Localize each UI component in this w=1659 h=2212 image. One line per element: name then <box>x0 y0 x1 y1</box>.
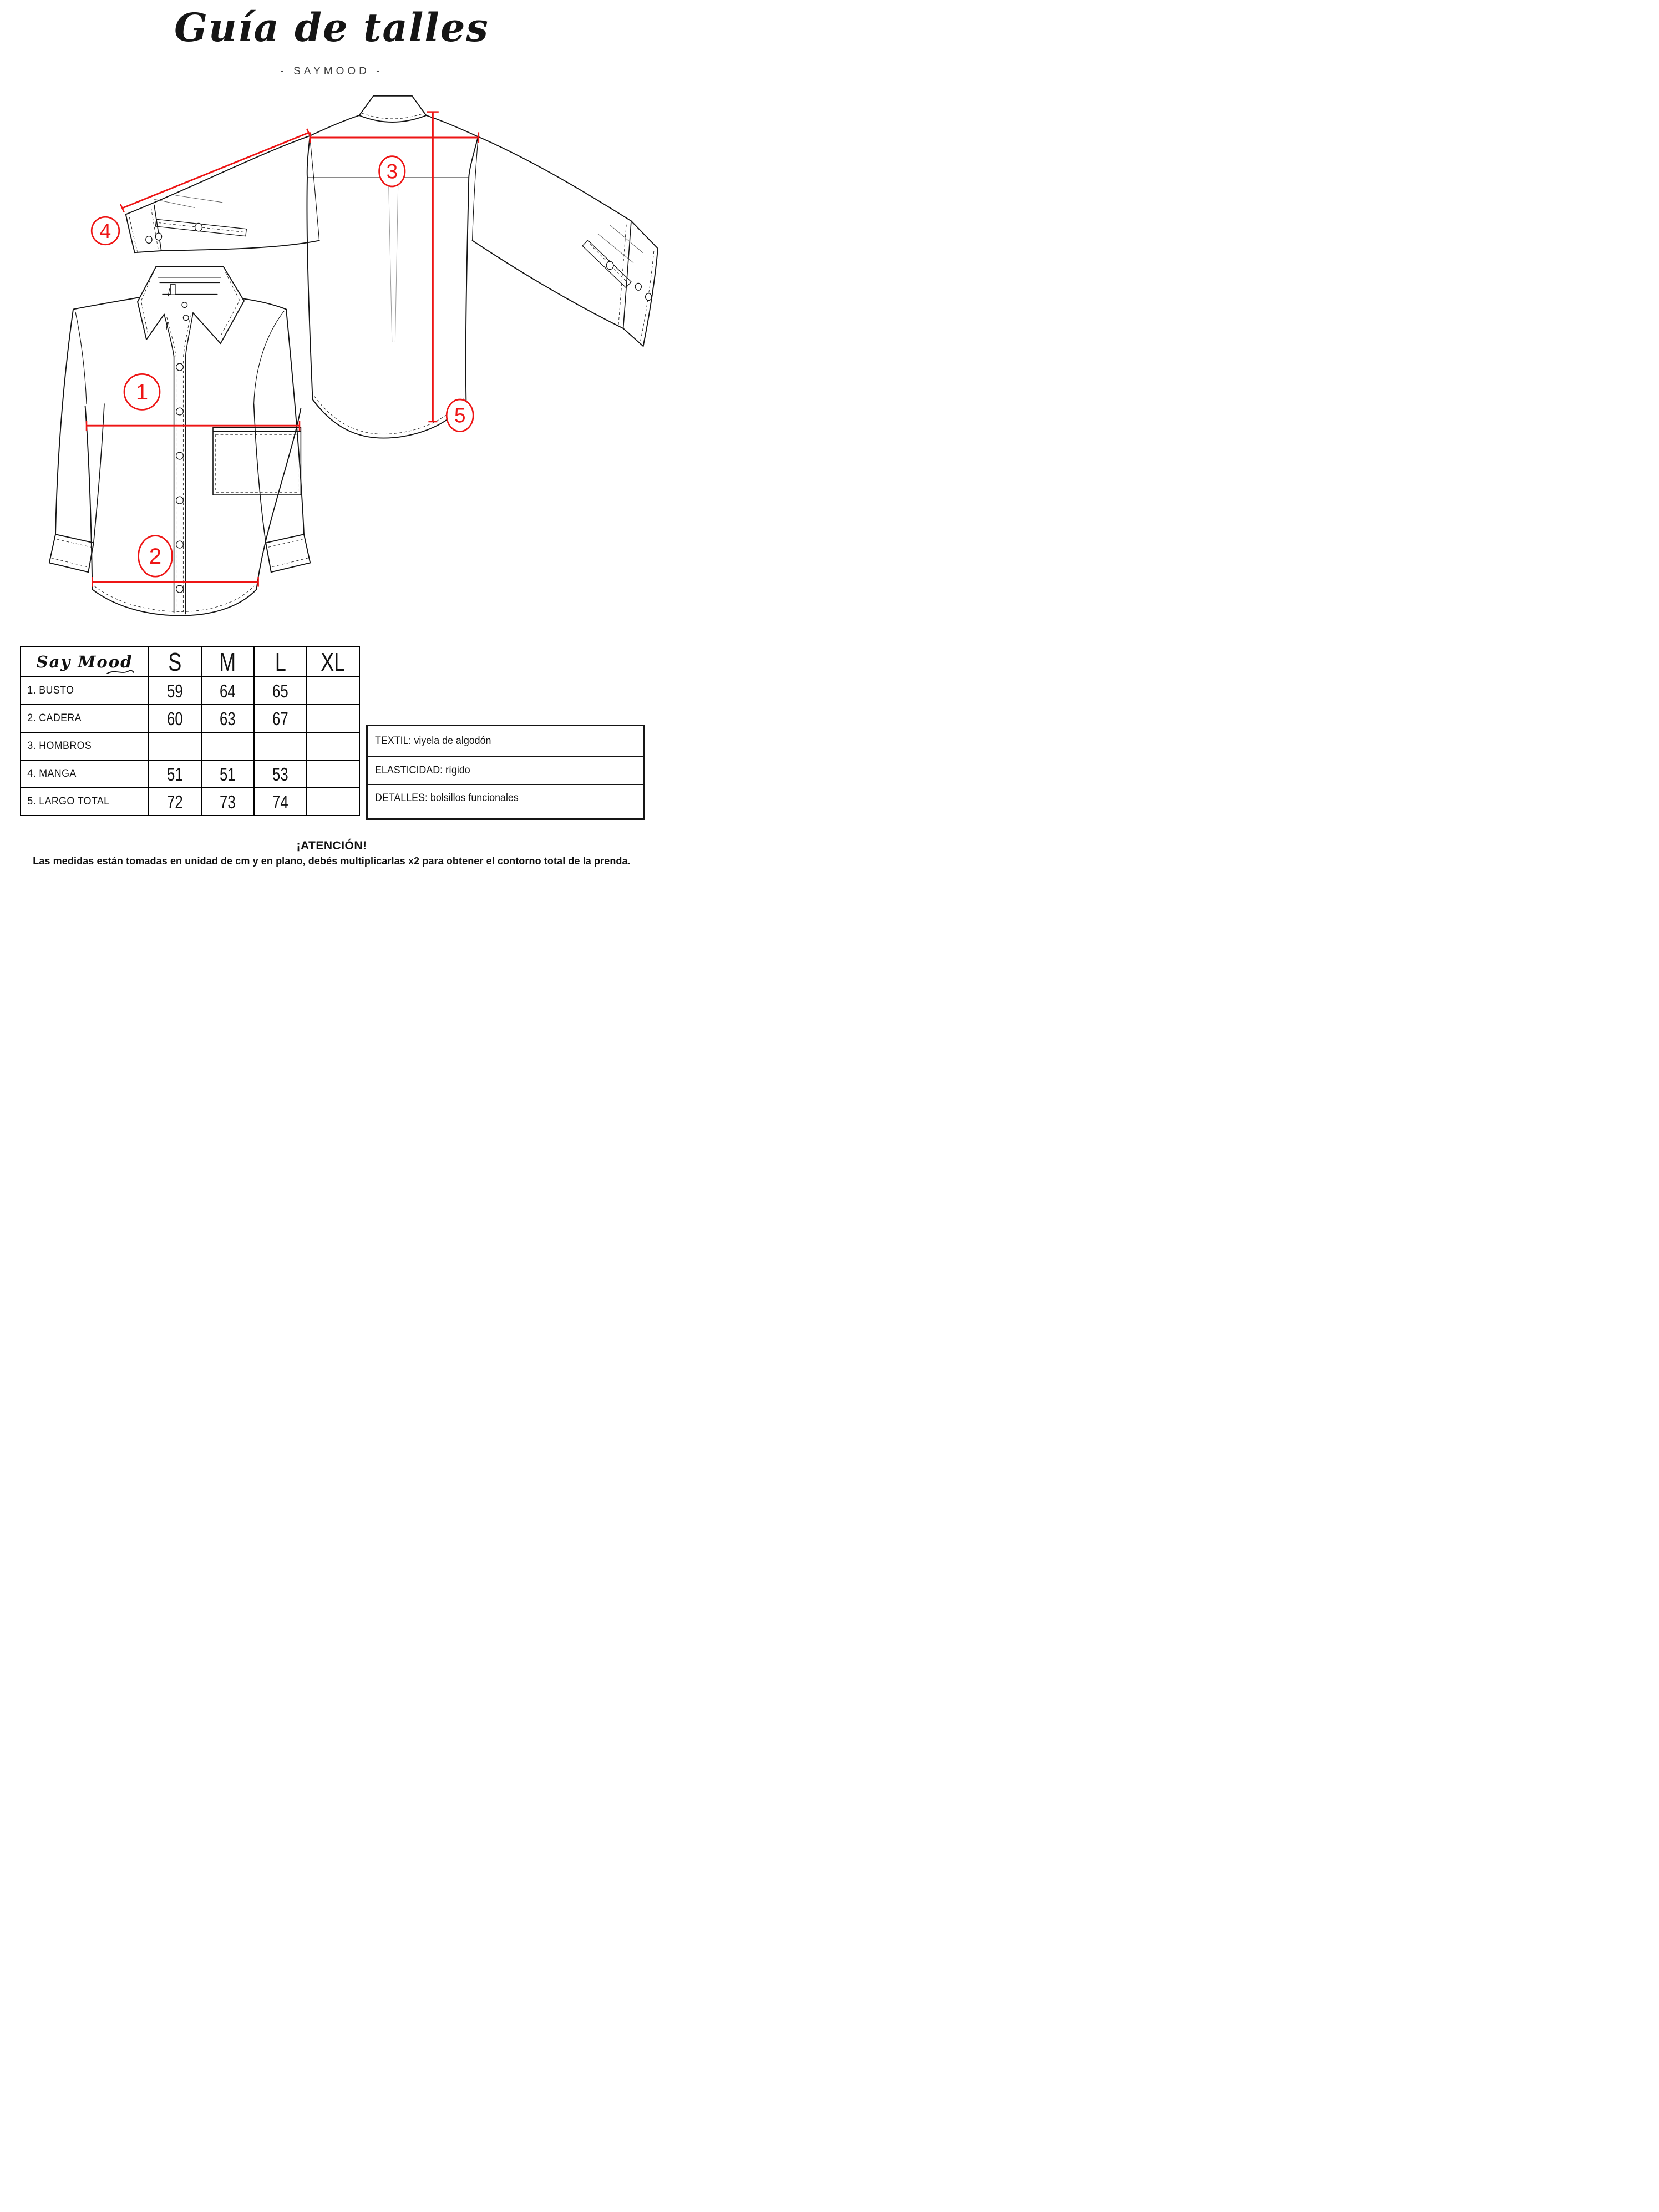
measure-line-5 <box>427 112 439 422</box>
cell-value: 64 <box>201 677 254 705</box>
row-label: 2. CADERA <box>21 705 149 732</box>
measure-label-3: 3 <box>386 160 398 183</box>
measure-label-2: 2 <box>149 544 162 569</box>
cell-value: 72 <box>149 788 201 816</box>
front-view-drawing <box>13 255 346 619</box>
size-col-l: L <box>254 647 307 677</box>
measure-line-2 <box>92 577 258 587</box>
size-table <box>20 646 360 816</box>
front-left-sleeve <box>49 310 104 573</box>
table-row-cadera <box>21 705 359 732</box>
attention-text: Las medidas están tomadas en unidad de cm y en plano, debés multiplicarlas x2 para obtener el contorno total de la prenda. <box>33 856 631 867</box>
cell-value <box>149 732 201 760</box>
back-right-sleeve <box>473 136 658 346</box>
detail-row-detalles: DETALLES: bolsillos funcionales <box>368 784 643 818</box>
measure-label-1: 1 <box>135 380 149 404</box>
detail-row-textil: TEXTIL: viyela de algodón <box>375 735 491 747</box>
row-label: 4. MANGA <box>21 760 149 788</box>
size-table-header-row <box>21 647 359 677</box>
table-row-hombros <box>21 732 359 760</box>
measure-marker-4 <box>92 217 119 245</box>
row-label: 1. BUSTO <box>21 677 149 705</box>
front-collar <box>138 266 244 358</box>
measure-marker-2 <box>139 536 173 577</box>
row-label: 3. HOMBROS <box>21 732 149 760</box>
attention-title: ¡ATENCIÓN! <box>296 839 367 852</box>
size-guide-page <box>0 0 663 885</box>
measure-marker-3 <box>379 156 405 186</box>
measure-label-5: 5 <box>454 404 466 427</box>
cell-value <box>201 732 254 760</box>
fabric-details-box <box>366 725 645 820</box>
brand-logo-cell <box>21 647 149 677</box>
table-row-manga <box>21 760 359 788</box>
row-label: 5. LARGO TOTAL <box>21 788 149 816</box>
cell-value: 51 <box>149 760 201 788</box>
brand-logo: Say Mood <box>36 652 133 671</box>
size-col-m: M <box>201 647 254 677</box>
brand-swash-icon <box>106 668 135 676</box>
cell-value <box>307 677 359 705</box>
cell-value <box>307 760 359 788</box>
cell-value <box>254 732 307 760</box>
cell-value: 67 <box>254 705 307 732</box>
cell-value: 74 <box>254 788 307 816</box>
cell-value <box>307 732 359 760</box>
cell-value: 53 <box>254 760 307 788</box>
measure-marker-5 <box>447 399 473 432</box>
measure-label-4: 4 <box>99 219 111 242</box>
cell-value <box>307 705 359 732</box>
cell-value: 51 <box>201 760 254 788</box>
measure-line-3 <box>310 132 479 143</box>
cell-value: 65 <box>254 677 307 705</box>
measure-marker-1 <box>124 374 160 409</box>
cell-value: 60 <box>149 705 201 732</box>
detail-row-elasticidad: ELASTICIDAD: rígido <box>368 756 643 784</box>
table-row-busto <box>21 677 359 705</box>
cell-value: 63 <box>201 705 254 732</box>
table-row-largo-total <box>21 788 359 816</box>
page-title: Guía de talles <box>174 4 489 50</box>
brand-subtitle: - SAYMOOD - <box>280 65 383 77</box>
cell-value: 59 <box>149 677 201 705</box>
attention-note <box>0 839 663 867</box>
front-right-sleeve <box>254 310 311 573</box>
size-col-xl: XL <box>307 647 359 677</box>
measure-line-1 <box>87 421 300 431</box>
size-col-s: S <box>149 647 201 677</box>
measure-line-4 <box>120 129 310 212</box>
cell-value <box>307 788 359 816</box>
cell-value: 73 <box>201 788 254 816</box>
